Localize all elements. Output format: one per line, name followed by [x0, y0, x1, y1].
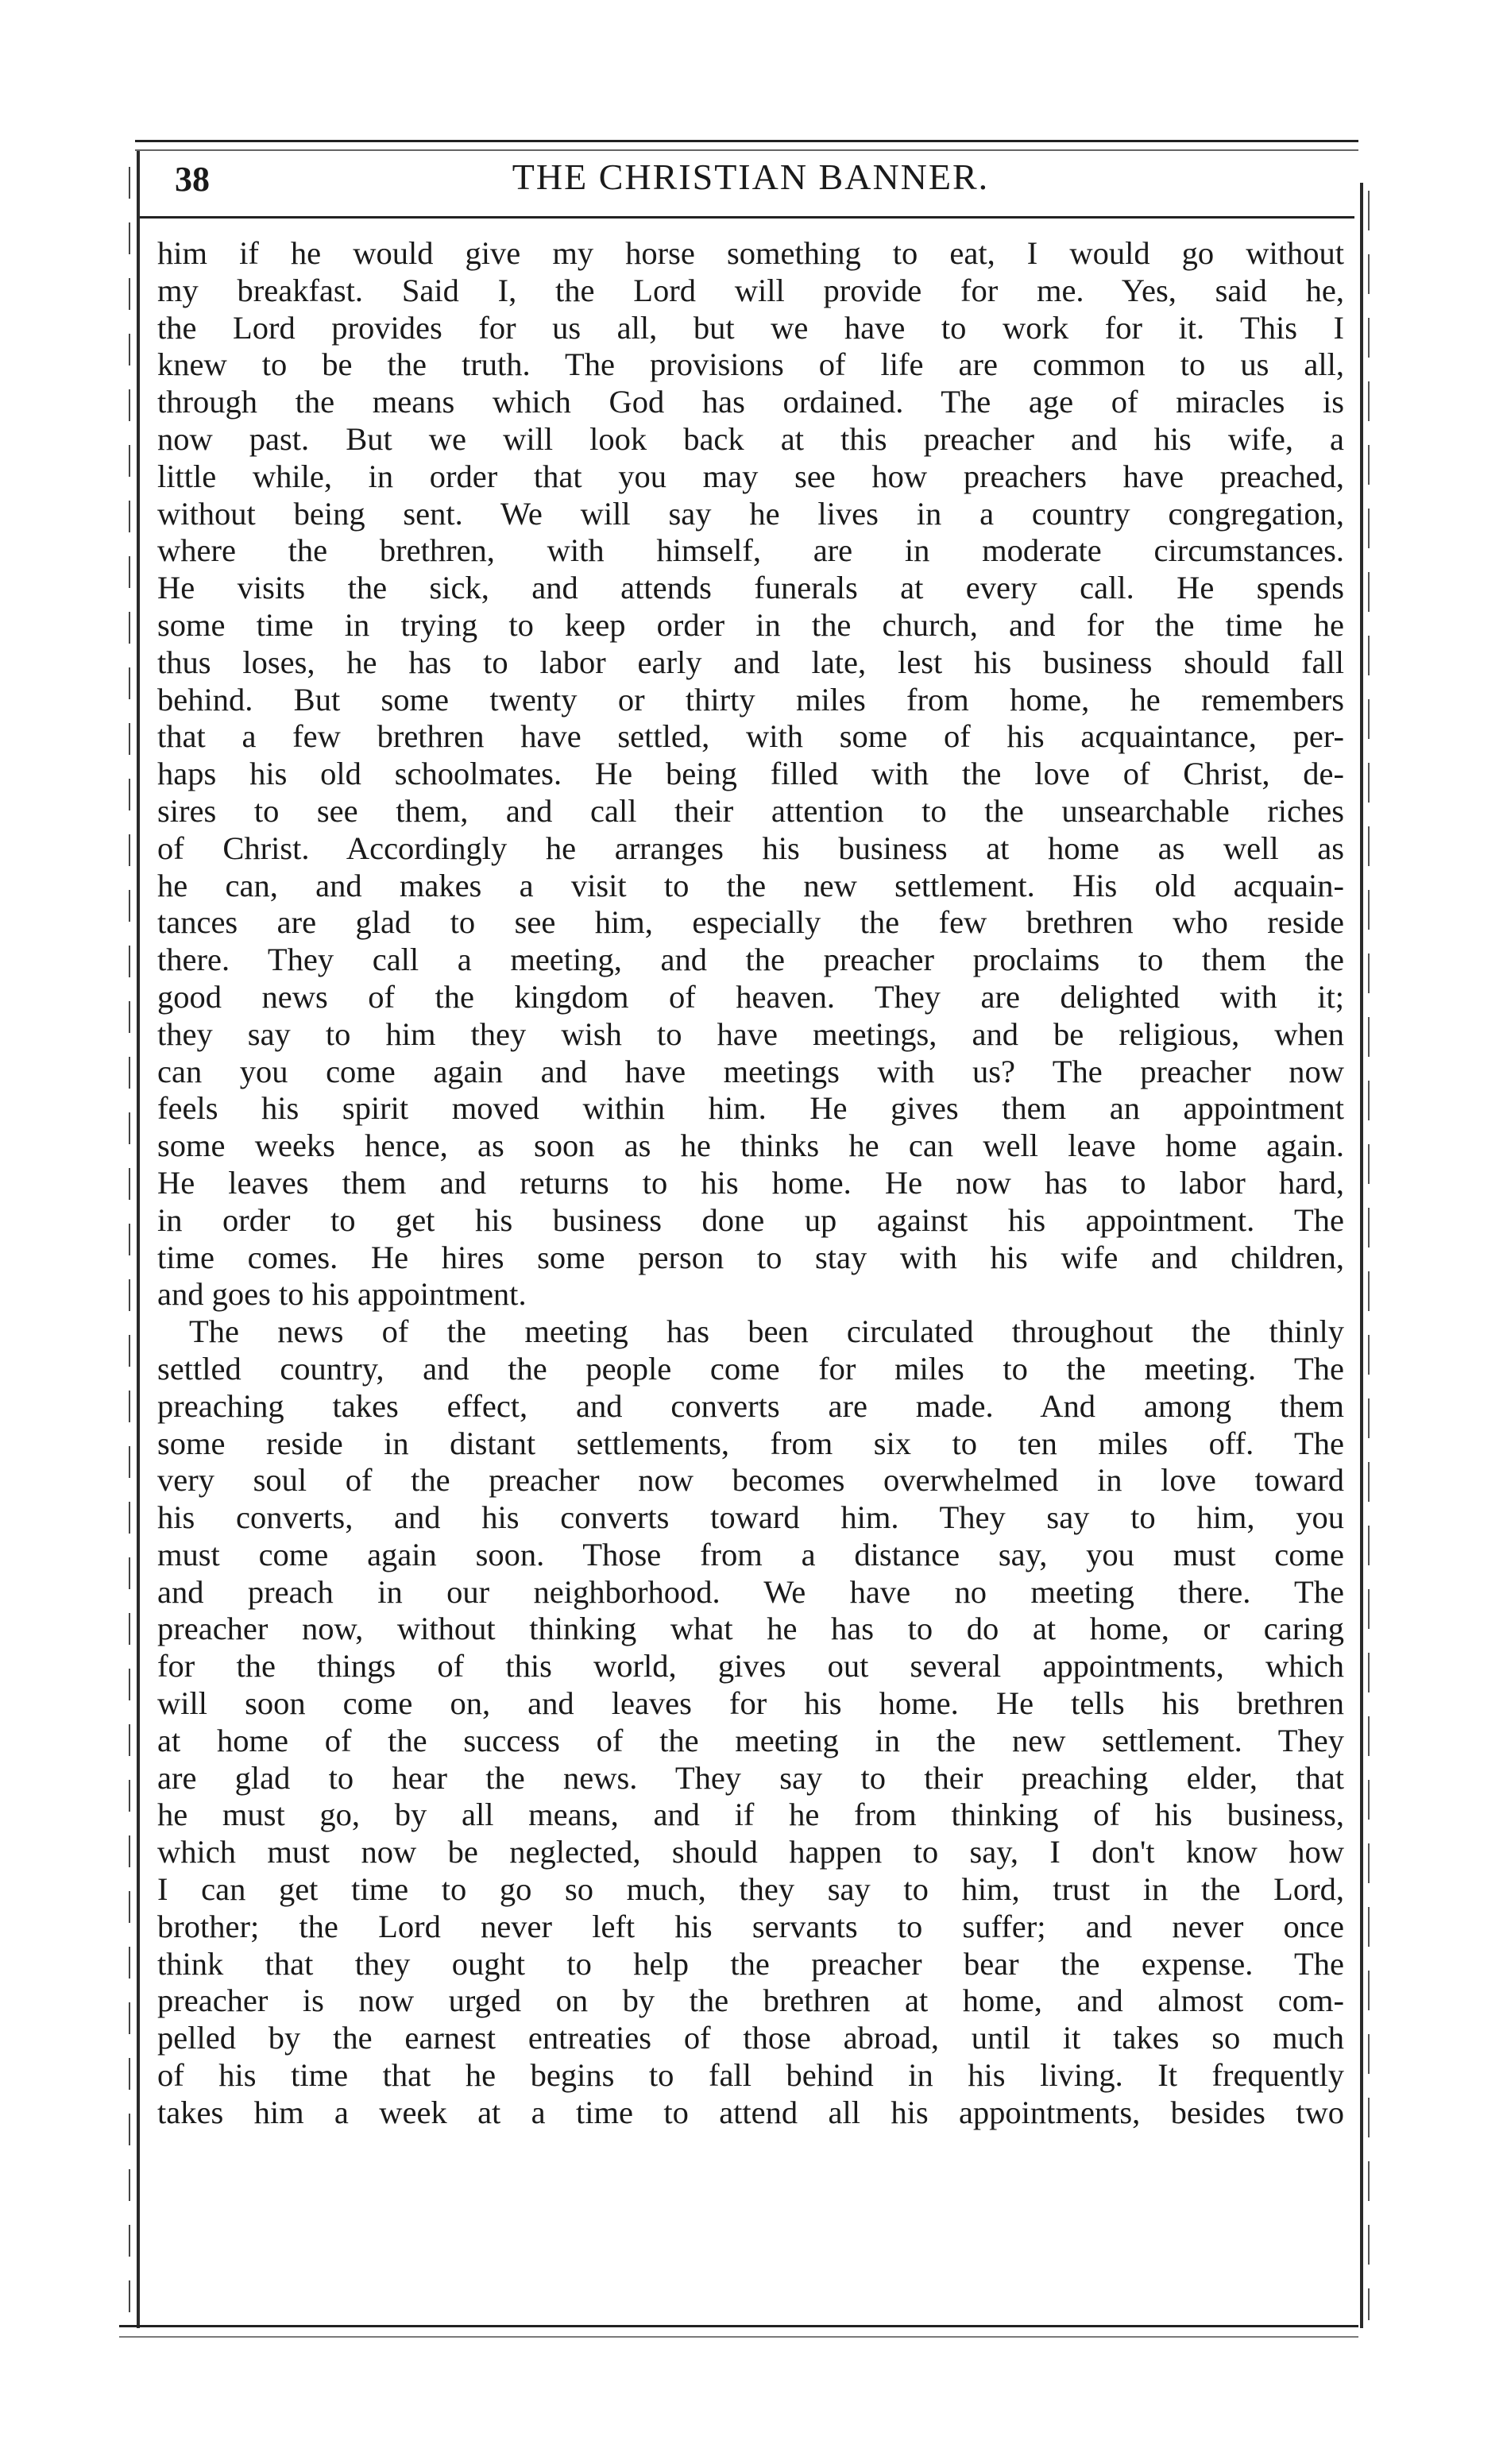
running-title: THE CHRISTIAN BANNER.: [512, 157, 990, 197]
text-line: preacher is now urged on by the brethren at home, and almost com-: [157, 1982, 1344, 2019]
paragraph: [157, 235, 1344, 1313]
text-line: and preach in our neighborhood. We have no meeting there. The: [157, 1573, 1344, 1610]
page-header: [151, 156, 1350, 211]
text-line: settled country, and the people come for miles to the meeting. The: [157, 1350, 1344, 1387]
text-line: some time in trying to keep order in the church, and for the time he: [157, 606, 1344, 643]
text-line: at home of the success of the meeting in the new settlement. They: [157, 1722, 1344, 1758]
text-line: where the brethren, with himself, are in moderate circumstances.: [157, 532, 1344, 569]
left-border-broken: [129, 167, 130, 2312]
page-number: 38: [175, 160, 210, 199]
header-rule: [139, 216, 1354, 219]
text-line: tances are glad to see him, especially the few brethren who reside: [157, 904, 1344, 941]
text-line: for the things of this world, gives out several appointments, which: [157, 1648, 1344, 1685]
text-line: He leaves them and returns to his home. He now has to labor hard,: [157, 1164, 1344, 1201]
right-border: [1360, 183, 1363, 2328]
right-border-broken: [1368, 191, 1370, 2320]
text-line: thus loses, he has to labor early and late, lest his business should fall: [157, 644, 1344, 680]
text-line: The news of the meeting has been circulated throughout the thinly: [189, 1313, 1344, 1350]
text-line: preaching takes effect, and converts are made. And among them: [157, 1387, 1344, 1424]
text-line: through the means which God has ordained. The age of miracles is: [157, 384, 1344, 420]
top-rule: [135, 140, 1358, 142]
text-line: behind. But some twenty or thirty miles from home, he remembers: [157, 681, 1344, 718]
text-line: of Christ. Accordingly he arranges his business at home as well as: [157, 830, 1344, 866]
text-line: in order to get his business done up against his appointment. The: [157, 1201, 1344, 1238]
text-line: they say to him they wish to have meetings, and be religious, when: [157, 1015, 1344, 1052]
text-line: now past. But we will look back at this preacher and his wife, a: [157, 420, 1344, 457]
text-line: of his time that he begins to fall behind in his living. It frequently: [157, 2057, 1344, 2094]
text-line: very soul of the preacher now becomes overwhelmed in love toward: [157, 1462, 1344, 1499]
text-line: him if he would give my horse something to eat, I would go without: [157, 235, 1344, 271]
text-line: and goes to his appointment.: [157, 1276, 527, 1313]
text-line: He visits the sick, and attends funerals at every call. He spends: [157, 570, 1344, 606]
paragraph: [157, 1313, 1344, 2132]
text-line: can you come again and have meetings with us? The preacher now: [157, 1053, 1344, 1089]
text-line: the Lord provides for us all, but we have to work for it. This I: [157, 309, 1344, 346]
body-text: [157, 235, 1344, 2132]
text-line: some weeks hence, as soon as he thinks he can well leave home again.: [157, 1128, 1344, 1164]
text-line: his converts, and his converts toward him. They say to him, you: [157, 1499, 1344, 1536]
text-line: which must now be neglected, should happen to say, I don't know how: [157, 1834, 1344, 1870]
text-line: are glad to hear the news. They say to their preaching elder, that: [157, 1759, 1344, 1796]
text-line: brother; the Lord never left his servants to suffer; and never once: [157, 1908, 1344, 1944]
text-line: I can get time to go so much, they say to him, trust in the Lord,: [157, 1871, 1344, 1908]
text-line: little while, in order that you may see how preachers have preached,: [157, 458, 1344, 494]
text-line: takes him a week at a time to attend all his appointments, besides two: [157, 2094, 1344, 2130]
text-line: feels his spirit moved within him. He gives them an appointment: [157, 1090, 1344, 1127]
text-line: will soon come on, and leaves for his home. He tells his brethren: [157, 1685, 1344, 1722]
bottom-rule: [119, 2325, 1358, 2327]
text-line: preacher now, without thinking what he has to do at home, or caring: [157, 1611, 1344, 1647]
top-rule-thin: [135, 149, 1358, 151]
left-border: [137, 151, 140, 2328]
text-line: my breakfast. Said I, the Lord will provide for me. Yes, said he,: [157, 272, 1344, 308]
bottom-rule-thin: [119, 2336, 1358, 2338]
text-line: there. They call a meeting, and the preacher proclaims to them the: [157, 942, 1344, 978]
text-line: some reside in distant settlements, from six to ten miles off. The: [157, 1425, 1344, 1461]
text-line: he must go, by all means, and if he from thinking of his business,: [157, 1797, 1344, 1833]
text-line: without being sent. We will say he lives in a country congregation,: [157, 495, 1344, 532]
text-line: that a few brethren have settled, with some of his acquaintance, per-: [157, 718, 1344, 755]
text-line: good news of the kingdom of heaven. They are delighted with it;: [157, 978, 1344, 1015]
text-line: he can, and makes a visit to the new settlement. His old acquain-: [157, 867, 1344, 903]
text-line: think that they ought to help the preacher bear the expense. The: [157, 1945, 1344, 1982]
text-line: time comes. He hires some person to stay with his wife and children,: [157, 1239, 1344, 1275]
text-line: knew to be the truth. The provisions of life are common to us all,: [157, 346, 1344, 383]
text-line: sires to see them, and call their attention to the unsearchable riches: [157, 792, 1344, 829]
text-line: must come again soon. Those from a distance say, you must come: [157, 1536, 1344, 1572]
text-line: haps his old schoolmates. He being filled with the love of Christ, de-: [157, 756, 1344, 792]
text-line: pelled by the earnest entreaties of those abroad, until it takes so much: [157, 2020, 1344, 2056]
